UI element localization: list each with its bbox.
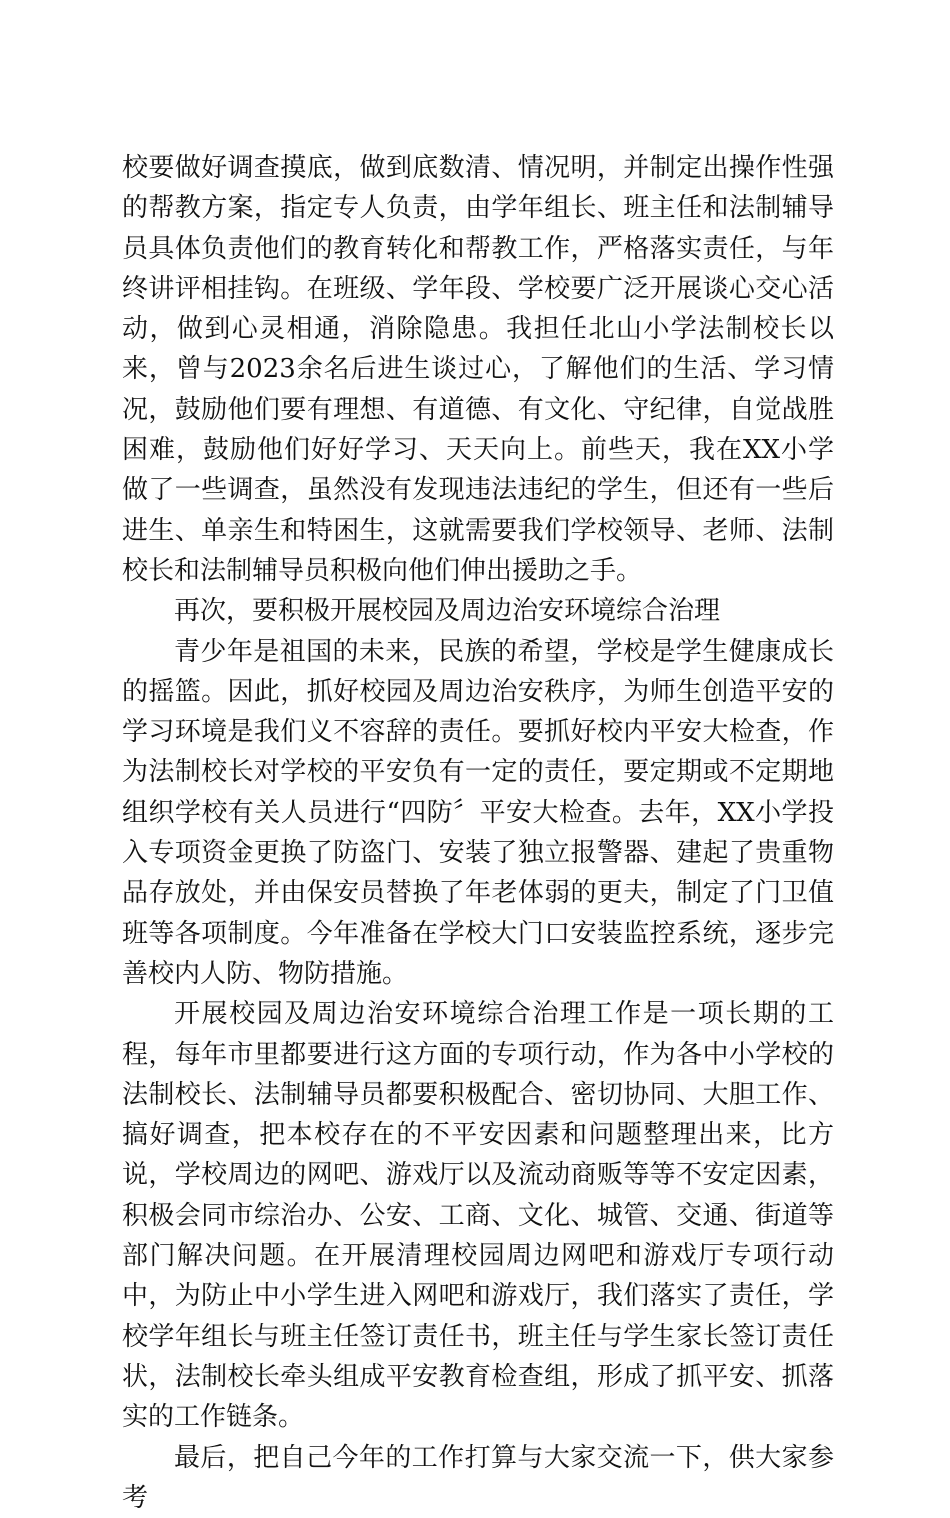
paragraph-3: 青少年是祖国的未来，民族的希望，学校是学生健康成长的摇篮。因此，抓好校园及周边治安秩序，为师生创造平安的学习环境是我们义不容辞的责任。要抓好校内平安大检查，作为法制校长对学校的平安负有一定的责任，要定期或不定期地组织学校有关人员进行“四防〞平安大检查。去年，XX小学投入专项资金更换了防盗门、安装了独立报警器、建起了贵重物品存放处，并由保安员替换了年老体弱的更夫，制定了门卫值班等各项制度。今年准备在学校大门口安装监控系统，逐步完善校内人防、物防措施。 (122, 632, 834, 995)
paragraph-4: 开展校园及周边治安环境综合治理工作是一项长期的工程，每年市里都要进行这方面的专项行动，作为各中小学校的法制校长、法制辅导员都要积极配合、密切协同、大胆工作、搞好调查，把本校存在的不平安因素和问题整理出来，比方说，学校周边的网吧、游戏厅以及流动商贩等等不安定因素，积极会同市综治办、公安、工商、文化、城管、交通、街道等部门解决问题。在开展清理校园周边网吧和游戏厅专项行动中，为防止中小学生进入网吧和游戏厅，我们落实了责任，学校学年组长与班主任签订责任书，班主任与学生家长签订责任状，法制校长牵头组成平安教育检查组，形成了抓平安、抓落实的工作链条。 (122, 994, 834, 1437)
section-heading: 再次，要积极开展校园及周边治安环境综合治理 (122, 591, 834, 631)
paragraph-1: 校要做好调查摸底，做到底数清、情况明，并制定出操作性强的帮教方案，指定专人负责，由学年组长、班主任和法制辅导员具体负责他们的教育转化和帮教工作，严格落实责任，与年终讲评相挂钩。在班级、学年段、学校要广泛开展谈心交心活动，做到心灵相通，消除隐患。我担任北山小学法制校长以来，曾与2023余名后进生谈过心，了解他们的生活、学习情况，鼓励他们要有理想、有道德、有文化、守纪律，自觉战胜困难，鼓励他们好好学习、天天向上。前些天，我在XX小学做了一些调查，虽然没有发现违法违纪的学生，但还有一些后进生、单亲生和特困生，这就需要我们学校领导、老师、法制校长和法制辅导员积极向他们伸出援助之手。 (122, 148, 834, 591)
document-body (122, 148, 834, 1518)
paragraph-5: 最后，把自己今年的工作打算与大家交流一下，供大家参考 (122, 1438, 834, 1518)
